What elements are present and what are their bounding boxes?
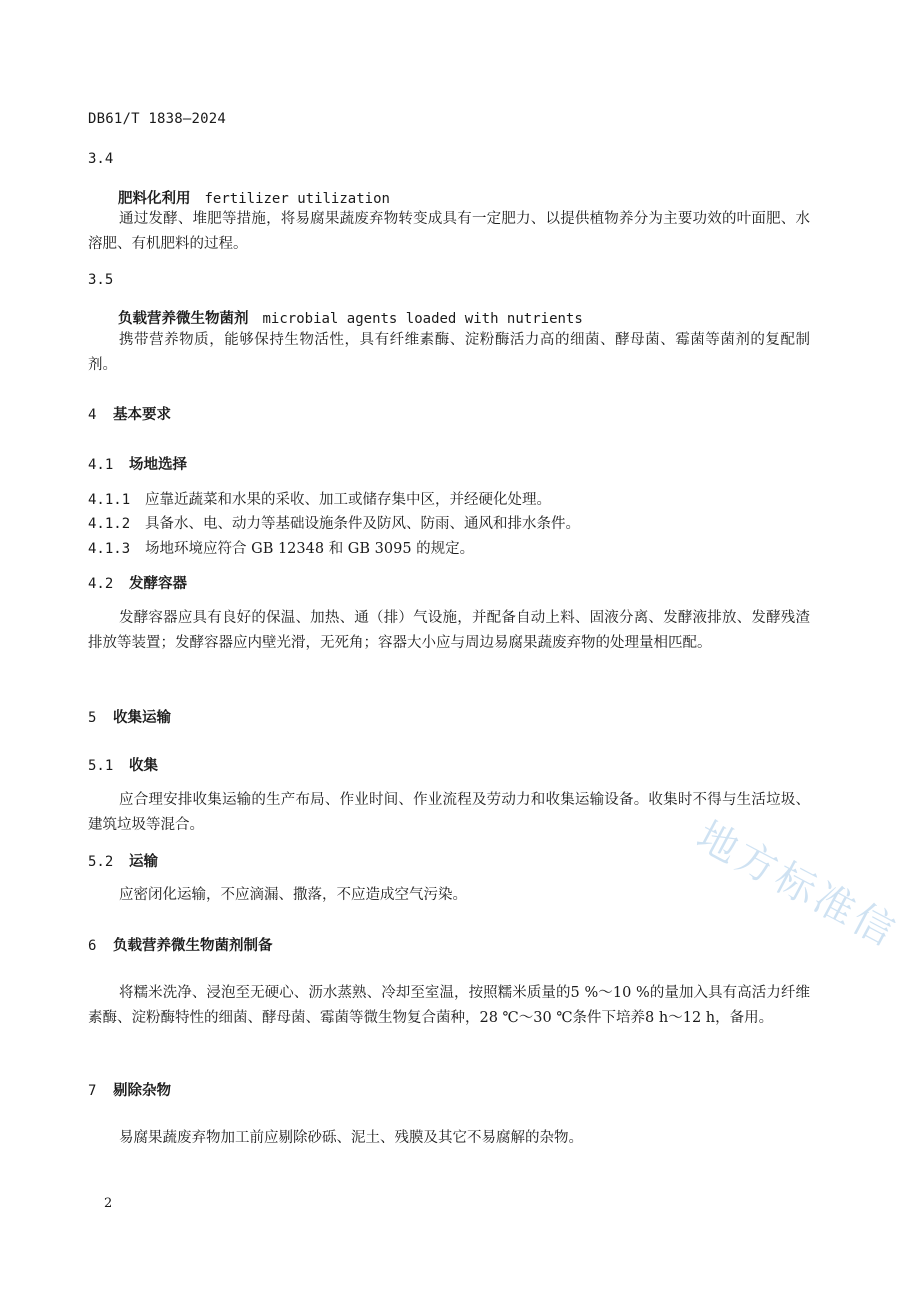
section-title: 剔除杂物	[113, 1083, 171, 1099]
section-number: 4.1	[88, 457, 114, 473]
item-text: 具备水、电、动力等基础设施条件及防风、防雨、通风和排水条件。	[145, 516, 580, 532]
section-title: 基本要求	[113, 407, 171, 423]
term-en: microbial agents loaded with nutrients	[262, 311, 583, 327]
section-number: 6	[88, 938, 97, 954]
list-item	[88, 512, 580, 533]
definition-3-5: 携带营养物质，能够保持生物活性，具有纤维素酶、淀粉酶活力高的细菌、酵母菌、霉菌等菌剂的复配制剂。	[88, 332, 810, 373]
page-number: 2	[104, 1196, 113, 1211]
section-title: 收集	[129, 758, 158, 774]
clause-number-3-5: 3.5	[88, 272, 114, 288]
section-number: 5.1	[88, 758, 114, 774]
section-heading-5-1	[88, 754, 158, 775]
paragraph-4-2: 发酵容器应具有良好的保温、加热、通（排）气设施，并配备自动上料、固液分离、发酵液排放、发酵残渣排放等装置；发酵容器应内壁光滑，无死角；容器大小应与周边易腐果蔬废弃物的处理量相匹配。	[88, 610, 810, 651]
paragraph-7: 易腐果蔬废弃物加工前应剔除砂砾、泥土、残膜及其它不易腐解的杂物。	[119, 1130, 583, 1146]
section-title: 发酵容器	[129, 576, 187, 592]
standard-code: DB61/T 1838—2024	[88, 111, 227, 127]
section-heading-7	[88, 1079, 171, 1100]
item-number: 4.1.1	[88, 492, 131, 508]
section-title: 场地选择	[129, 457, 187, 473]
paragraph-6: 将糯米洗净、浸泡至无硬心、沥水蒸熟、冷却至室温，按照糯米质量的5 %～10 %的量加入具有高活力纤维素酶、淀粉酶特性的细菌、酵母菌、霉菌等微生物复合菌种，28 ℃～30 ℃条件下培养8 h～12 h，备用。	[88, 985, 810, 1026]
section-number: 5.2	[88, 854, 114, 870]
list-item	[88, 488, 551, 509]
term-zh: 肥料化利用	[118, 191, 191, 207]
section-title: 收集运输	[113, 710, 171, 726]
term-3-5	[118, 307, 583, 328]
clause-number-3-4: 3.4	[88, 151, 114, 167]
section-title: 负载营养微生物菌剂制备	[113, 938, 273, 954]
section-heading-6	[88, 934, 273, 955]
item-text: 场地环境应符合 GB 12348 和 GB 3095 的规定。	[145, 541, 475, 557]
section-heading-4-1	[88, 453, 187, 474]
term-zh: 负载营养微生物菌剂	[118, 311, 249, 327]
section-heading-5-2	[88, 850, 158, 871]
paragraph-5-2: 应密闭化运输，不应滴漏、撒落，不应造成空气污染。	[119, 887, 467, 903]
item-number: 4.1.2	[88, 516, 131, 532]
section-number: 4.2	[88, 576, 114, 592]
section-number: 7	[88, 1083, 97, 1099]
item-number: 4.1.3	[88, 541, 131, 557]
item-text: 应靠近蔬菜和水果的采收、加工或储存集中区，并经硬化处理。	[145, 492, 551, 508]
term-en: fertilizer utilization	[204, 191, 390, 207]
list-item	[88, 537, 474, 558]
section-heading-5	[88, 706, 171, 727]
definition-3-4: 通过发酵、堆肥等措施，将易腐果蔬废弃物转变成具有一定肥力、以提供植物养分为主要功效的叶面肥、水溶肥、有机肥料的过程。	[88, 211, 810, 252]
paragraph-5-1: 应合理安排收集运输的生产布局、作业时间、作业流程及劳动力和收集运输设备。收集时不得与生活垃圾、建筑垃圾等混合。	[88, 792, 810, 833]
section-number: 4	[88, 407, 97, 423]
section-title: 运输	[129, 854, 158, 870]
section-number: 5	[88, 710, 97, 726]
section-heading-4	[88, 403, 171, 424]
watermark: 地方标准信	[689, 812, 906, 957]
section-heading-4-2	[88, 572, 187, 593]
term-3-4	[118, 187, 390, 208]
